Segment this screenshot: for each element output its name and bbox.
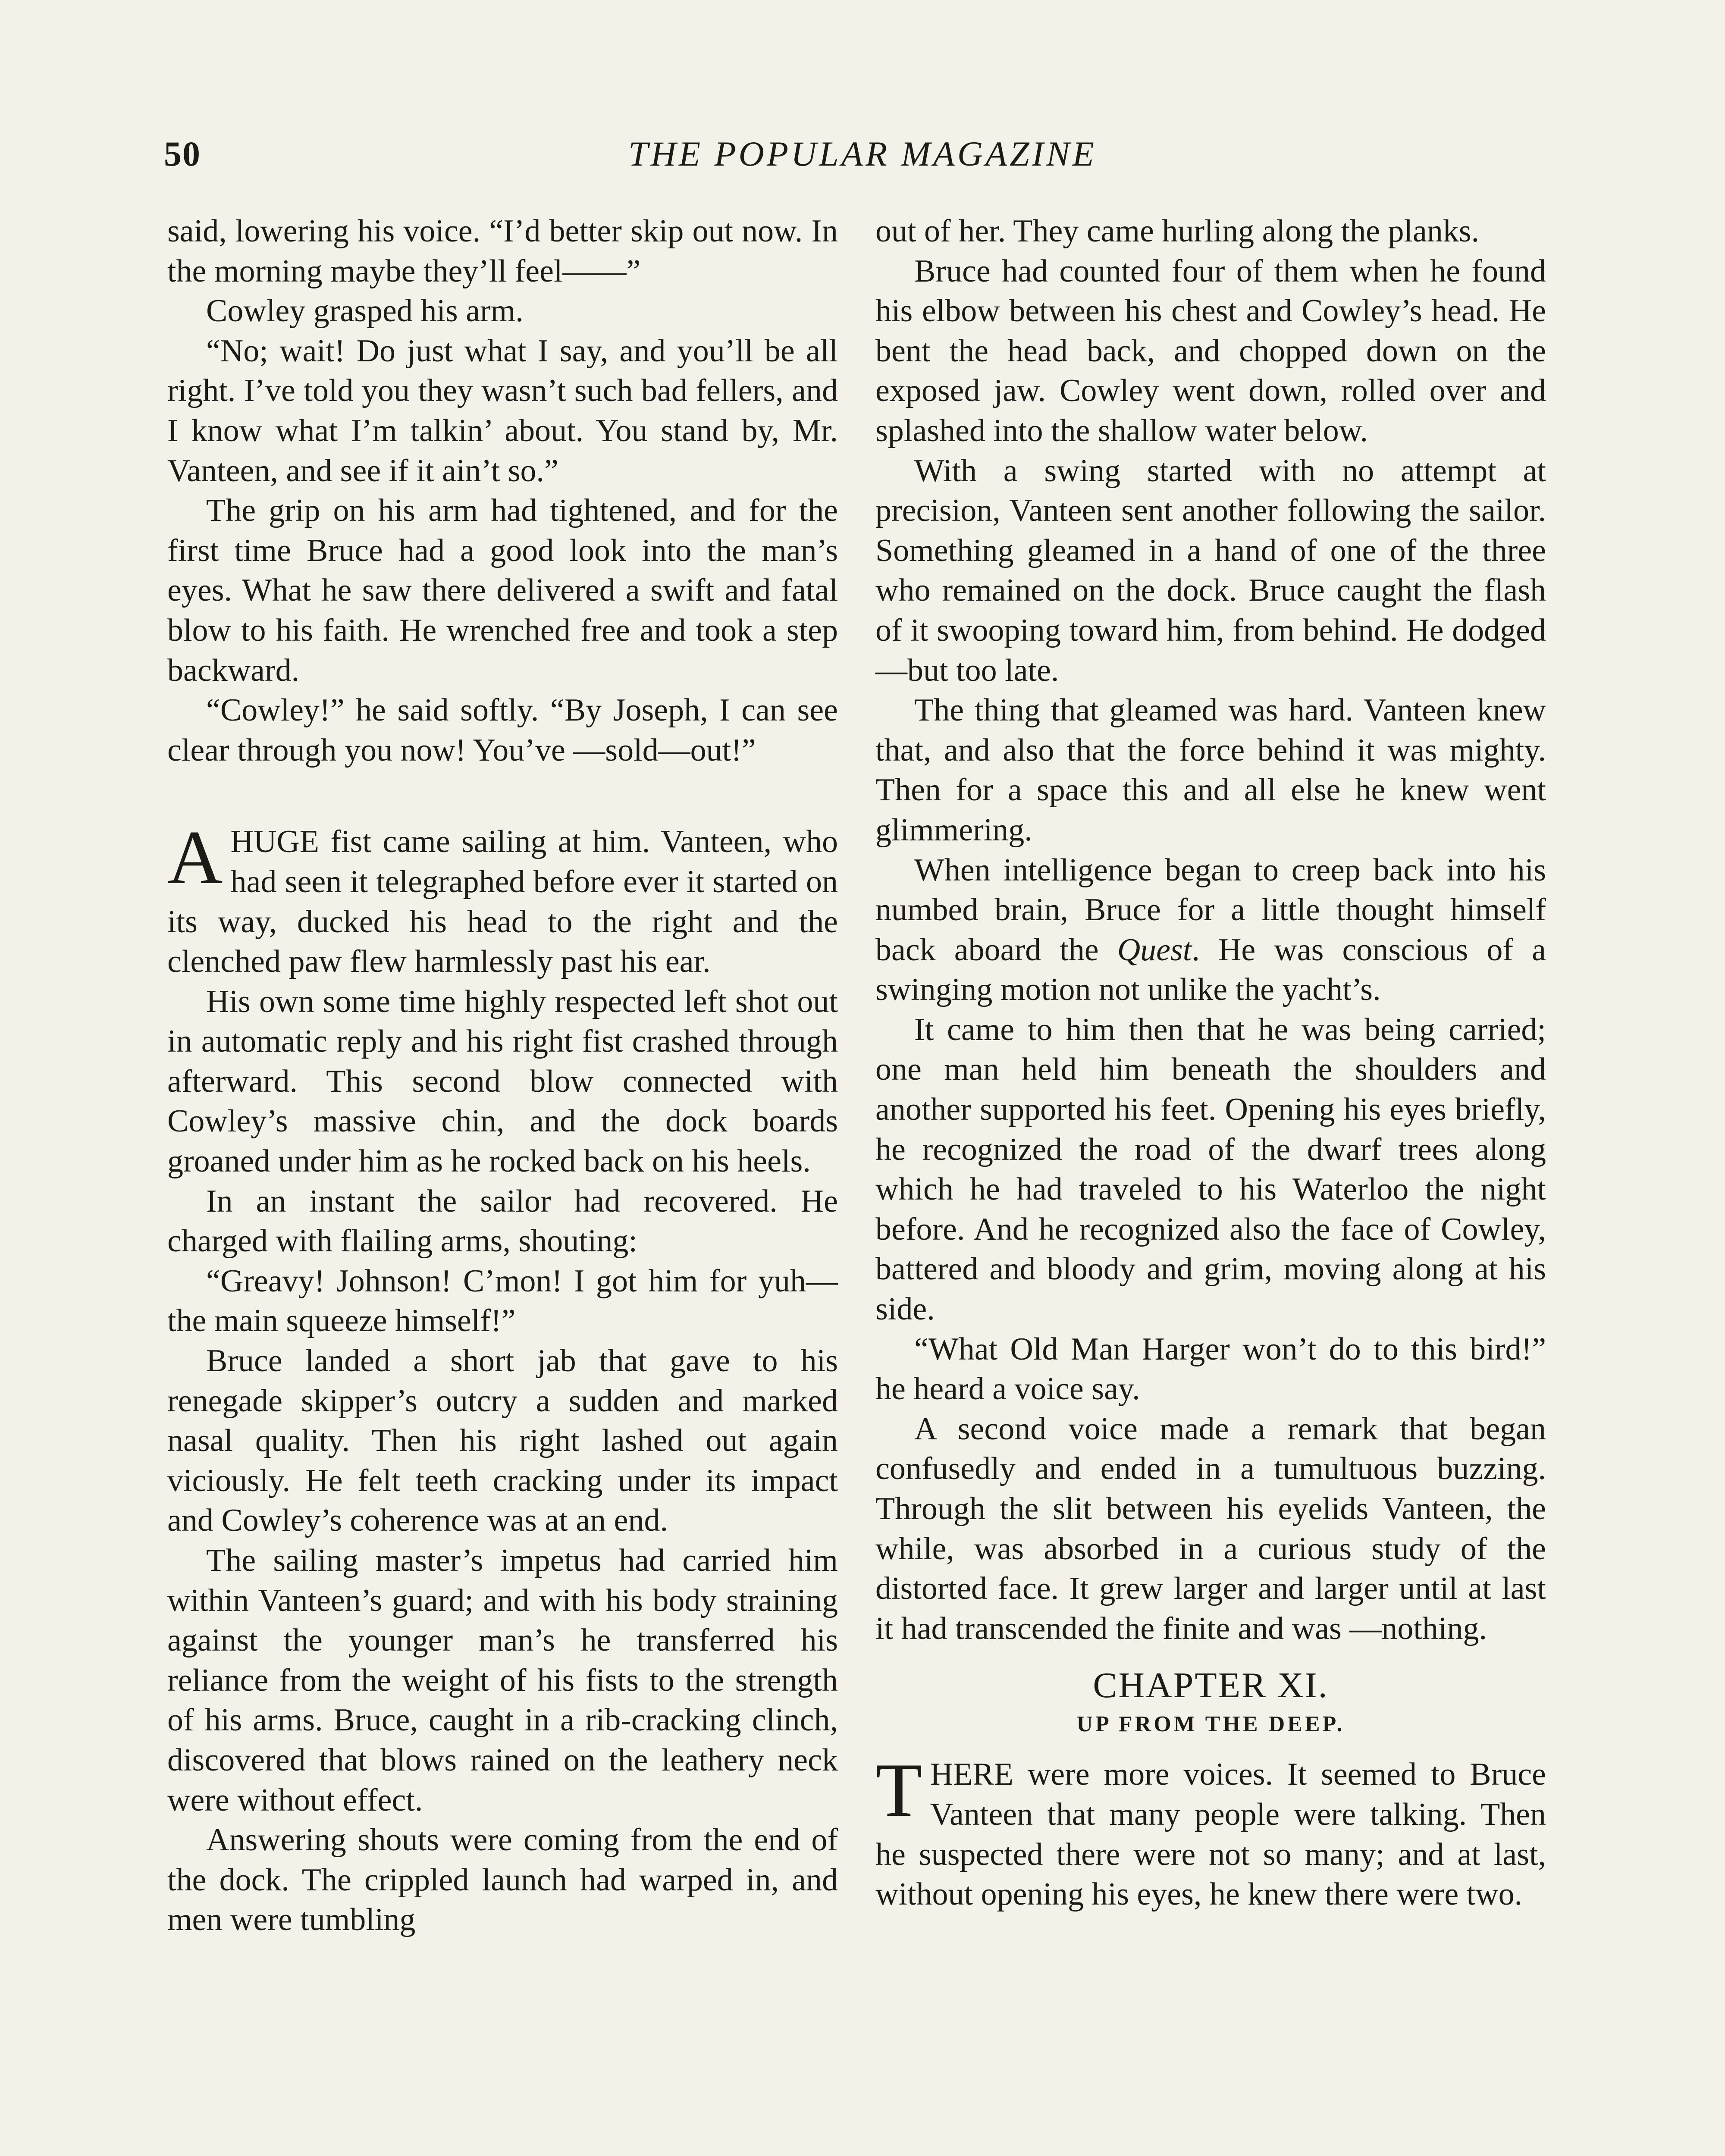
- paragraph-text: HERE were more voices. It seemed to Bruce Vanteen that many people were talking. Then he suspected there were not so many; and at last, without opening his eyes, he knew there were two.: [875, 1757, 1546, 1912]
- paragraph: said, lowering his voice. “I’d better skip out now. In the morning maybe they’ll feel——”: [167, 213, 838, 289]
- paragraph: His own some time highly respected left shot out in automatic reply and his right fist crashed through afterward. This second blow connected with Cowley’s massive chin, and the dock boards groaned under him as he rocked back on his heels.: [167, 984, 838, 1179]
- paragraph: The grip on his arm had tightened, and for the first time Bruce had a good look into the man’s eyes. What he saw there delivered a swift and fatal blow to his faith. He wrenched free and took a step backward.: [167, 493, 838, 688]
- paragraph: “Greavy! Johnson! C’mon! I got him for yuh—the main squeeze himself!”: [167, 1263, 838, 1339]
- chapter-title: CHAPTER XI.: [1093, 1665, 1329, 1706]
- paragraph: Answering shouts were coming from the end of the dock. The crippled launch had warped in, and men were tumbling: [167, 1822, 838, 1938]
- chapter-subtitle: UP FROM THE DEEP.: [1076, 1712, 1345, 1737]
- paragraph: “No; wait! Do just what I say, and you’ll be all right. I’ve told you they wasn’t such bad fellers, and I know what I’m talkin’ about. You stand by, Mr. Vanteen, and see if it ain’t so.”: [167, 333, 838, 489]
- paragraph: In an instant the sailor had recovered. He charged with flailing arms, shouting:: [167, 1183, 838, 1259]
- paragraph: It came to him then that he was being carried; one man held him beneath the shoulders and another supported his feet. Opening his eyes briefly, he recognized the road of the dwarf trees along which he had traveled to his Waterloo the night before. And he recognized also the face of Cowley, battered and bloody and grim, moving along at his side.: [875, 1012, 1546, 1327]
- paragraph: “What Old Man Harger won’t do to this bird!” he heard a voice say.: [875, 1331, 1546, 1407]
- left-column: [167, 211, 838, 1940]
- running-head: THE POPULAR MAGAZINE: [628, 134, 1097, 173]
- chapter-opening-paragraph: [875, 1747, 1546, 1914]
- paragraph: The sailing master’s impetus had carried him within Vanteen’s guard; and with his body straining against the younger man’s he transferred his reliance from the weight of his fists to the strength of his arms. Bruce, caught in a rib-cracking clinch, discovered that blows rained on the leathery neck were without effect.: [167, 1543, 838, 1818]
- drop-cap: A: [167, 815, 223, 900]
- ship-name: Quest: [1117, 932, 1192, 968]
- paragraph: The thing that gleamed was hard. Vanteen knew that, and also that the force behind it was mighty. Then for a space this and all else he knew went glimmering.: [875, 693, 1546, 848]
- paragraph: [875, 850, 1546, 1010]
- paragraph: A second voice made a remark that began confusedly and ended in a tumultuous buzzing. Through the slit between his eyelids Vanteen, the while, was absorbed in a curious study of the distorted face. It grew larger and larger until at last it had transcended the finite and was —nothing.: [875, 1411, 1546, 1646]
- paragraph: Bruce landed a short jab that gave to his renegade skipper’s outcry a sudden and marked nasal quality. Then his right lashed out again viciously. He felt teeth cracking under its impact and Cowley’s coherence was at an end.: [167, 1343, 838, 1539]
- paragraph: Bruce had counted four of them when he found his elbow between his chest and Cowley’s head. He bent the head back, and chopped down on the exposed jaw. Cowley went down, rolled over and splashed into the shallow water below.: [875, 253, 1546, 448]
- paragraph: Cowley grasped his arm.: [206, 293, 524, 329]
- paragraph: “Cowley!” he said softly. “By Joseph, I can see clear through you now! You’ve —sold—out!”: [167, 693, 838, 768]
- paragraph: out of her. They came hurling along the planks.: [875, 213, 1480, 249]
- paragraph-text: HUGE fist came sailing at him. Vanteen, who had seen it telegraphed before ever it started on its way, ducked his head to the right and the clenched paw flew harmlessly past his ear.: [167, 824, 838, 980]
- paragraph-text: . He was conscious of a swinging motion not unlike the yacht’s.: [875, 932, 1546, 1008]
- section-opening-paragraph: [167, 815, 838, 981]
- paragraph: With a swing started with no attempt at precision, Vanteen sent another following the sailor. Something gleamed in a hand of one of the three who remained on the dock. Bruce caught the flash of it swooping toward him, from behind. He dodged—but too late.: [875, 453, 1546, 688]
- drop-cap: T: [875, 1747, 922, 1833]
- page-number: 50: [164, 134, 201, 173]
- right-column: [875, 211, 1546, 1915]
- paragraph-text: When intelligence began to creep back into his numbed brain, Bruce for a little thought himself back aboard the: [875, 852, 1546, 968]
